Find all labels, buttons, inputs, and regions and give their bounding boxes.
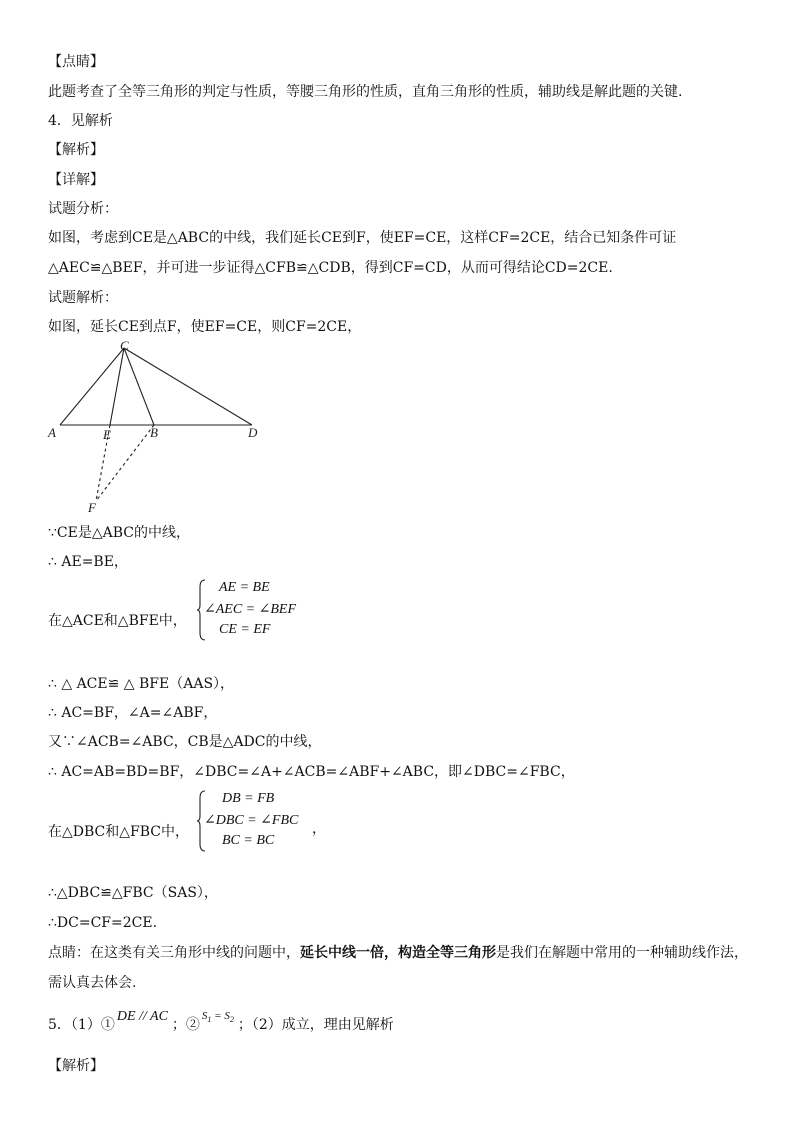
system-2-row-3: BC = BC	[222, 833, 275, 848]
segment-cd	[124, 348, 252, 425]
jiexi-heading: 【解析】	[48, 142, 104, 158]
system-1-row-3: CE = EF	[219, 622, 271, 637]
label-f: F	[88, 500, 96, 515]
triangle-figure	[44, 338, 284, 518]
tip-line-1	[48, 943, 748, 963]
proof-line-1: ∵CE是△ABC的中线，	[48, 525, 190, 541]
proof-line-8: ∴DC=CF=2CE.	[48, 915, 158, 931]
q5-expression-2	[201, 1010, 234, 1025]
q5-expression-1: DE // AC	[116, 1009, 168, 1024]
label-b: B	[150, 425, 158, 440]
q5-label: 5．（1）①	[48, 1017, 115, 1033]
final-jiexi-heading: 【解析】	[48, 1058, 104, 1074]
question-4-answer: 4．见解析	[48, 113, 113, 129]
proof-line-5: 又∵∠ACB=∠ABC，CB是△ADC的中线，	[48, 734, 322, 750]
q5-sub-1: 1	[207, 1015, 212, 1025]
system-1-prefix: 在△ACE和△BFE中，	[48, 613, 187, 629]
system-2-suffix: ，	[312, 822, 326, 837]
dianjing-heading: 【点睛】	[48, 54, 104, 70]
segment-ac	[60, 348, 124, 425]
label-d: D	[248, 425, 258, 440]
label-a: A	[48, 425, 56, 440]
solution-line-1: 如图，延长CE到点F，使EF=CE，则CF=2CE，	[48, 319, 362, 335]
tip-prefix: 点睛：在这类有关三角形中线的问题中，	[48, 945, 300, 961]
analysis-line-1: 如图，考虑到CE是△ABC的中线，我们延长CE到F，使EF=CE，这样CF=2CE，结合已知条件可证	[48, 230, 677, 246]
q5-equals: = S	[211, 1010, 230, 1022]
xiangjie-heading: 【详解】	[48, 172, 104, 188]
analysis-heading: 试题分析：	[48, 201, 118, 217]
proof-line-3: ∴ △ ACE≌ △ BFE（AAS），	[48, 676, 235, 692]
solution-heading: 试题解析：	[48, 290, 118, 306]
dianjing-text: 此题考查了全等三角形的判定与性质，等腰三角形的性质，直角三角形的性质，辅助线是解此题的关键.	[48, 84, 683, 100]
q5-sub-2: 2	[229, 1015, 234, 1025]
system-2-prefix: 在△DBC和△FBC中，	[48, 824, 189, 840]
proof-line-7: ∴△DBC≌△FBC（SAS），	[48, 885, 218, 901]
system-1-row-1: AE = BE	[219, 580, 270, 595]
tip-line-2: 需认真去体会.	[48, 975, 137, 991]
tip-suffix: 是我们在解题中常用的一种辅助线作法，	[496, 945, 748, 961]
q5-s1: S	[201, 1010, 208, 1022]
question-5-answer	[48, 1009, 394, 1041]
proof-line-6: ∴ AC=AB=BD=BF，∠DBC=∠A+∠ACB=∠ABF+∠ABC，即∠DBC=∠FBC，	[48, 764, 575, 780]
segment-ce	[110, 348, 124, 425]
proof-line-2: ∴ AE=BE，	[48, 554, 128, 570]
system-1-row-2: ∠AEC = ∠BEF	[204, 602, 297, 617]
system-2-row-1: DB = FB	[222, 791, 275, 806]
q5-rest: ；（2）成立，理由见解析	[237, 1017, 394, 1033]
system-2-row-2: ∠DBC = ∠FBC	[204, 813, 299, 828]
analysis-line-2: △AEC≌△BEF，并可进一步证得△CFB≌△CDB，得到CF=CD，从而可得结论CD=2CE.	[48, 260, 613, 276]
q5-separator: ；②	[171, 1017, 200, 1033]
proof-line-4: ∴ AC=BF，∠A=∠ABF，	[48, 705, 218, 721]
label-e: E	[103, 427, 111, 442]
label-c: C	[120, 338, 129, 353]
segment-cb	[124, 348, 154, 425]
tip-bold-text: 延长中线一倍，构造全等三角形	[300, 945, 496, 961]
